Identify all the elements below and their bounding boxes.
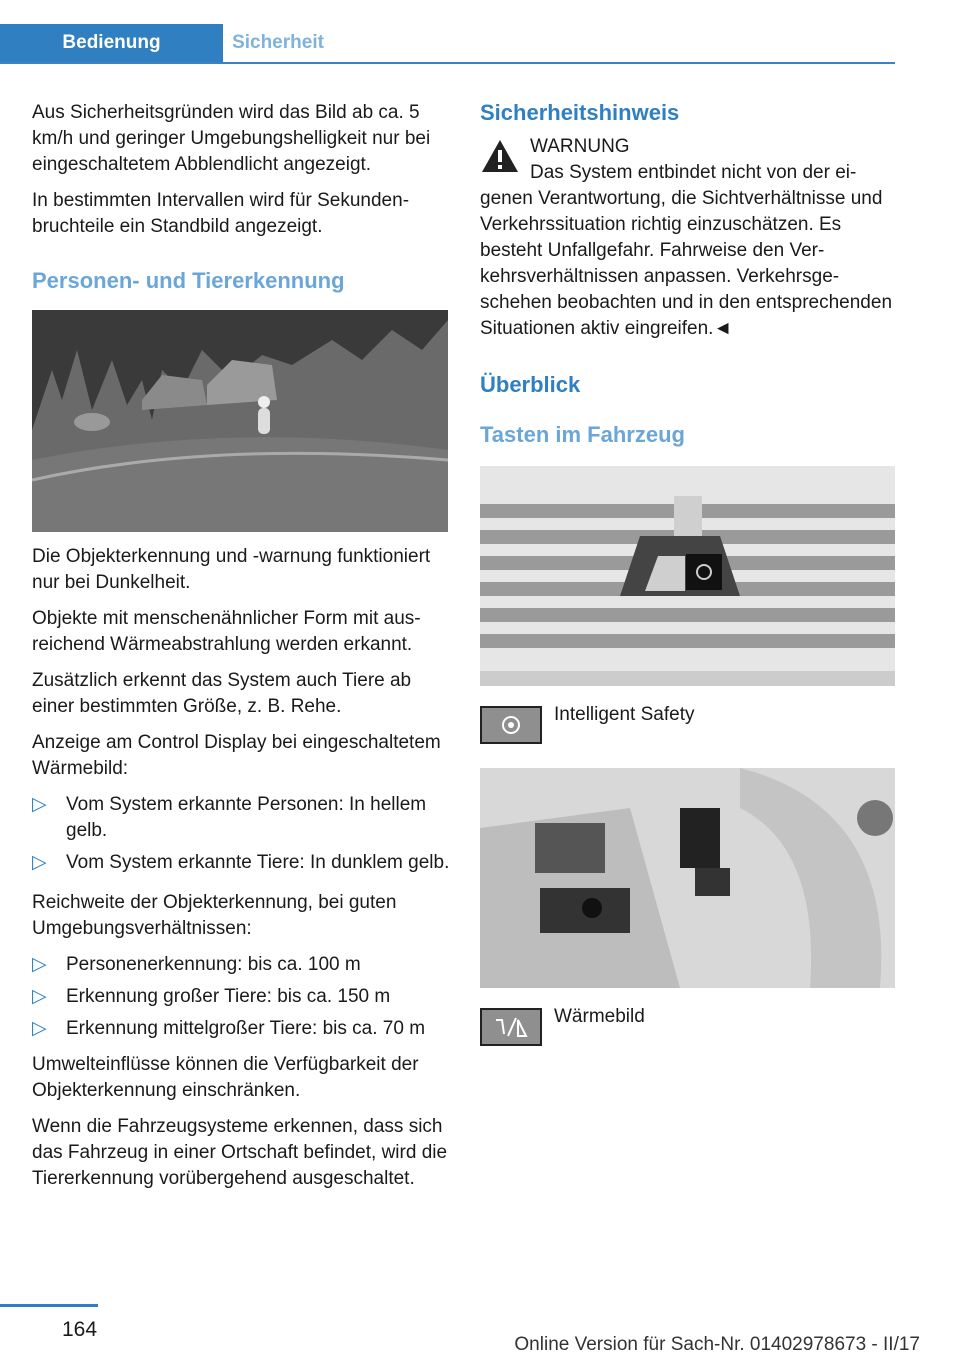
dashboard-photo [480,768,895,988]
page-number: 164 [62,1318,98,1341]
button-label: Intelligent Safety [554,704,695,725]
paragraph: In bestimmten Intervallen wird für Sekundenbruchteile ein Standbild angezeigt. [32,190,410,237]
intelligent-safety-icon [480,706,542,744]
paragraph: Zusätzlich erkennt das System auch Tiere ab einer bestimmten Größe, z. B. Rehe. [32,670,412,717]
right-column [480,100,895,1068]
triangle-bullet-icon: ▷ [32,954,47,975]
button-label: Wärmebild [554,1006,645,1027]
section-heading: Sicherheitshinweis [480,100,680,125]
button-intelligent-safety [480,706,895,766]
list-item: ▷ Vom System erkannte Tiere: In dunklem gelb. [32,850,450,876]
thermal-image-photo [32,310,448,532]
paragraph: Reichweite der Objekterkennung, bei guten Umgebungsverhältnissen: [32,892,397,939]
triangle-bullet-icon: ▷ [32,986,47,1007]
left-column [32,100,450,1202]
warning-box [480,134,895,160]
warning-text: Das System entbindet nicht von der eigenen Verantwortung, die Sichtverhältnisse und Verkehrssituation richtig einzuschätzen. Es besteht Unfallgefahr. Fahrweise den Verkehrsverhältnissen anpassen. Verkehrsgeschehen beobachten und in den entsprechenden Situationen aktiv eingreifen.◄ [480,162,893,339]
list-display-colors [32,792,450,876]
buttons-photo [480,466,895,686]
triangle-bullet-icon: ▷ [32,852,47,873]
chapter-tabs [0,24,895,64]
section-heading: Personen- und Tiererkennung [32,268,345,293]
list-ranges [32,952,450,1042]
paragraph: Die Objekterkennung und -warnung funktioniert nur bei Dunkelheit. [32,546,431,593]
warning-triangle-icon [480,138,520,174]
list-item: ▷ Erkennung mittelgroßer Tiere: bis ca. 70 m [32,1016,450,1042]
paragraph: Anzeige am Control Display bei eingeschaltetem Wärmebild: [32,732,441,779]
paragraph: Umwelteinflüsse können die Verfügbarkeit der Objekterkennung einschränken. [32,1054,419,1101]
paragraph: Aus Sicherheitsgründen wird das Bild ab ca. 5 km/h und geringer Umgebungshelligkeit nur bei eingeschaltetem Abblendlicht angezeigt. [32,102,431,175]
tab-sicherheit[interactable]: Sicherheit [232,32,324,53]
subsection-heading: Tasten im Fahrzeug [480,422,685,447]
paragraph: Wenn die Fahrzeugsysteme erkennen, dass sich das Fahrzeug in einer Ortschaft befindet, wird die Tiererkennung vorübergehend ausgeschaltet. [32,1116,448,1189]
triangle-bullet-icon: ▷ [32,794,47,815]
list-item: ▷ Vom System erkannte Personen: In hellem gelb. [32,794,427,841]
paragraph: Objekte mit menschenähnlicher Form mit ausreichend Wärmeabstrahlung werden erkannt. [32,608,421,655]
thermal-image-icon [480,1008,542,1046]
tab-bedienung[interactable]: Bedienung [0,24,223,62]
section-heading: Überblick [480,372,581,397]
warning-title: WARNUNG [530,136,630,157]
footer-rule [0,1304,98,1307]
triangle-bullet-icon: ▷ [32,1018,47,1039]
online-version-note: Online Version für Sach-Nr. 01402978673 - II/17 [514,1334,920,1355]
list-item: ▷ Erkennung großer Tiere: bis ca. 150 m [32,984,450,1010]
button-waermebild [480,1008,895,1068]
list-item: ▷ Personenerkennung: bis ca. 100 m [32,952,450,978]
